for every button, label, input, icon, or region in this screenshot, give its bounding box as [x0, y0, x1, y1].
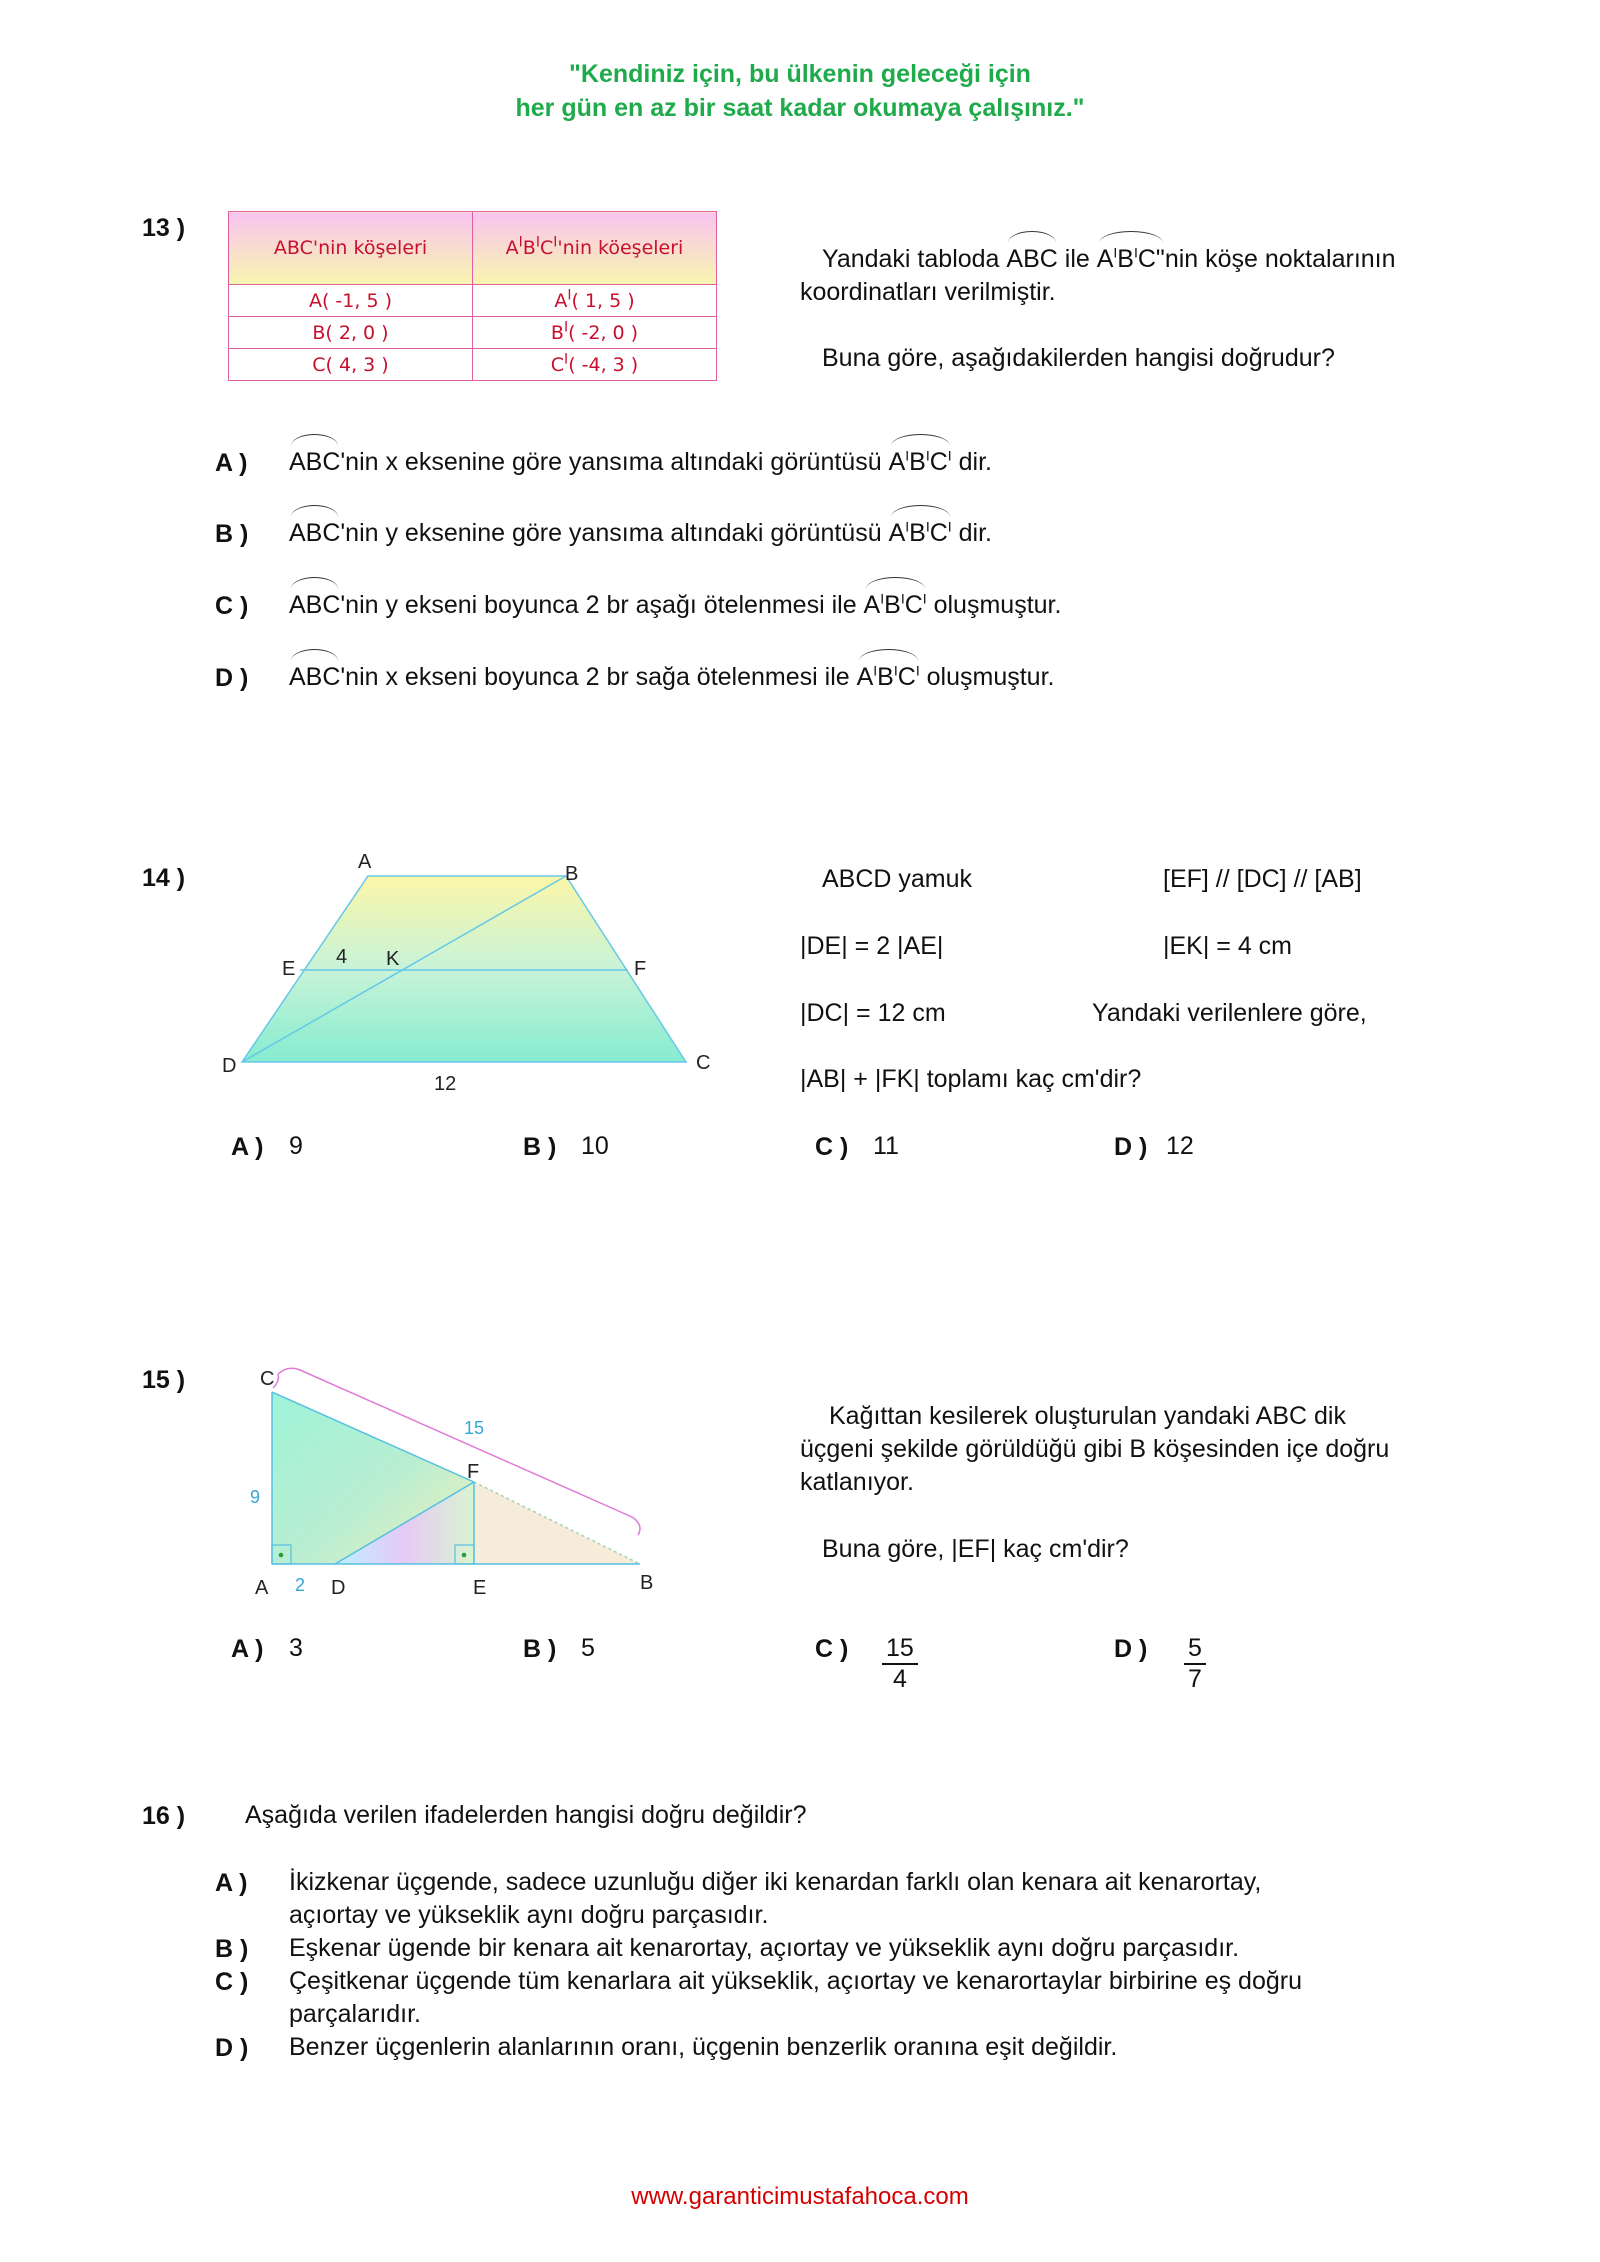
q14-given-4: |EK| = 4 cm — [1163, 932, 1293, 960]
q14-option-b-value[interactable]: 10 — [581, 1132, 609, 1160]
length-ek: 4 — [336, 946, 348, 968]
q15-option-a-letter[interactable]: A ) — [231, 1635, 264, 1663]
q13-option-b-text[interactable]: ABC'nin y eksenine göre yansıma altındaki görüntüsü $A^IB^IC^I$ dir. — [289, 517, 992, 550]
label-d: D — [331, 1577, 346, 1599]
q16-option-a-line-1[interactable]: İkizkenar üçgende, sadece uzunluğu diğer iki kenardan farklı olan kenara ait kenarortay, — [289, 1868, 1262, 1896]
q14-given-7: |AB| + |FK| toplamı kaç cm'dir? — [800, 1065, 1142, 1093]
table-header-abc-prime: $A^IB^IC^I'nin$ köeşeleri — [473, 212, 717, 285]
q16-option-b-letter[interactable]: B ) — [215, 1935, 249, 1963]
coordinates-table — [228, 211, 717, 381]
q16-option-c-line-2[interactable]: parçalarıdır. — [289, 2000, 422, 2028]
q14-given-6: Yandaki verilenlere göre, — [1092, 999, 1367, 1027]
q14-option-a-letter[interactable]: A ) — [231, 1133, 264, 1161]
label-f: F — [467, 1461, 480, 1483]
question-15-number: 15 ) — [142, 1366, 186, 1394]
q14-given-3: |DE| = 2 |AE| — [800, 932, 944, 960]
q13-option-c-letter[interactable]: C ) — [215, 592, 249, 620]
length-ac: 9 — [250, 1487, 261, 1507]
q15-stem-line-3: katlanıyor. — [800, 1468, 914, 1496]
q15-stem-line-4: Buna göre, |EF| kaç cm'dir? — [822, 1535, 1129, 1563]
q15-option-b-letter[interactable]: B ) — [523, 1635, 557, 1663]
label-e: E — [282, 958, 296, 980]
q16-option-b-line-1[interactable]: Eşkenar ügende bir kenara ait kenarortay, açıortay ve yükseklik aynı doğru parçasıdır. — [289, 1934, 1240, 1962]
q14-option-c-value[interactable]: 11 — [873, 1132, 899, 1160]
fraction-numerator: 15 — [882, 1634, 918, 1665]
question-13-number: 13 ) — [142, 214, 186, 242]
length-cb: 15 — [464, 1418, 485, 1438]
q13-option-a-letter[interactable]: A ) — [215, 449, 248, 477]
q14-given-5: |DC| = 12 cm — [800, 999, 946, 1027]
trapezoid-figure — [210, 850, 730, 1090]
label-k: K — [386, 948, 400, 970]
q16-option-d-letter[interactable]: D ) — [215, 2034, 249, 2062]
label-a: A — [358, 851, 372, 873]
q16-option-a-line-2[interactable]: açıortay ve yükseklik aynı doğru parçasıdır. — [289, 1901, 769, 1929]
q13-option-d-letter[interactable]: D ) — [215, 664, 249, 692]
q13-option-a-text[interactable]: ABC'nin x eksenine göre yansıma altındaki görüntüsü $A^IB^IC^I$ dir. — [289, 446, 992, 479]
q14-option-c-letter[interactable]: C ) — [815, 1133, 849, 1161]
table-row: B( 2, 0 ) $B^I$( -2, 0 ) — [229, 317, 717, 349]
q15-stem-line-2: üçgeni şekilde görüldüğü gibi B köşesinden içe doğru — [800, 1435, 1390, 1463]
q15-option-c-letter[interactable]: C ) — [815, 1635, 849, 1663]
label-b: B — [565, 863, 579, 885]
trapezoid-abcd — [242, 876, 686, 1062]
label-e: E — [473, 1577, 487, 1599]
label-a: A — [255, 1577, 269, 1599]
q14-given-2: [EF] // [DC] // [AB] — [1163, 865, 1362, 893]
q15-option-a-value[interactable]: 3 — [289, 1634, 303, 1662]
q15-stem-line-1: Kağıttan kesilerek oluşturulan yandaki ABC dik — [829, 1402, 1346, 1430]
question-13-stem-line-1: Yandaki tabloda ABC ile $A^IB^IC"nin$ köşe noktalarının — [822, 243, 1396, 276]
q14-option-d-letter[interactable]: D ) — [1114, 1133, 1148, 1161]
table-header-abc: ABC'nin köşeleri — [229, 212, 473, 285]
label-c: C — [696, 1052, 711, 1074]
question-13-stem-line-2: koordinatları verilmiştir. — [800, 278, 1056, 306]
q14-option-b-letter[interactable]: B ) — [523, 1133, 557, 1161]
q14-option-d-value[interactable]: 12 — [1166, 1132, 1194, 1160]
label-f: F — [634, 958, 647, 980]
q13-option-d-text[interactable]: ABC'nin x ekseni boyunca 2 br sağa ötelenmesi ile $A^IB^IC^I$ oluşmuştur. — [289, 661, 1054, 694]
question-14-number: 14 ) — [142, 864, 186, 892]
length-dc: 12 — [434, 1073, 457, 1090]
q16-option-a-letter[interactable]: A ) — [215, 1869, 248, 1897]
q14-option-a-value[interactable]: 9 — [289, 1132, 303, 1160]
q16-option-c-line-1[interactable]: Çeşitkenar üçgende tüm kenarlara ait yükseklik, açıortay ve kenarortaylar birbirine eş doğru — [289, 1967, 1302, 1995]
q14-given-1: ABCD yamuk — [822, 865, 973, 893]
motto-line-2: her gün en az bir saat kadar okumaya çalışınız." — [515, 94, 1085, 122]
motto-line-1: "Kendiniz için, bu ülkenin geleceği için — [569, 60, 1031, 88]
fraction-denominator: 4 — [892, 1665, 907, 1693]
q13-option-b-letter[interactable]: B ) — [215, 520, 249, 548]
folded-triangle-figure — [240, 1355, 670, 1605]
footer-website-link[interactable]: www.garanticimustafahoca.com — [631, 2183, 969, 2210]
question-13-stem-line-3: Buna göre, aşağıdakilerden hangisi doğrudur? — [822, 344, 1335, 372]
q13-option-c-text[interactable]: ABC'nin y ekseni boyunca 2 br aşağı ötelenmesi ile $A^IB^IC^I$ oluşmuştur. — [289, 589, 1061, 622]
length-ad: 2 — [295, 1575, 306, 1595]
q15-option-d-fraction[interactable] — [1184, 1634, 1206, 1694]
table-row: C( 4, 3 ) $C^I$( -4, 3 ) — [229, 349, 717, 381]
fraction-denominator: 7 — [1188, 1665, 1202, 1693]
q15-option-c-fraction[interactable] — [882, 1634, 918, 1694]
label-d: D — [222, 1055, 237, 1077]
q16-option-c-letter[interactable]: C ) — [215, 1968, 249, 1996]
label-b: B — [640, 1572, 654, 1594]
label-c: C — [260, 1368, 275, 1390]
question-16-number: 16 ) — [142, 1802, 186, 1830]
q16-option-d-line-1[interactable]: Benzer üçgenlerin alanlarının oranı, üçgenin benzerlik oranına eşit değildir. — [289, 2033, 1118, 2061]
table-row: A( -1, 5 ) $A^I$( 1, 5 ) — [229, 285, 717, 317]
q15-option-b-value[interactable]: 5 — [581, 1634, 595, 1662]
fraction-numerator: 5 — [1184, 1634, 1206, 1665]
q15-option-d-letter[interactable]: D ) — [1114, 1635, 1148, 1663]
q16-stem: Aşağıda verilen ifadelerden hangisi doğru değildir? — [245, 1801, 807, 1829]
